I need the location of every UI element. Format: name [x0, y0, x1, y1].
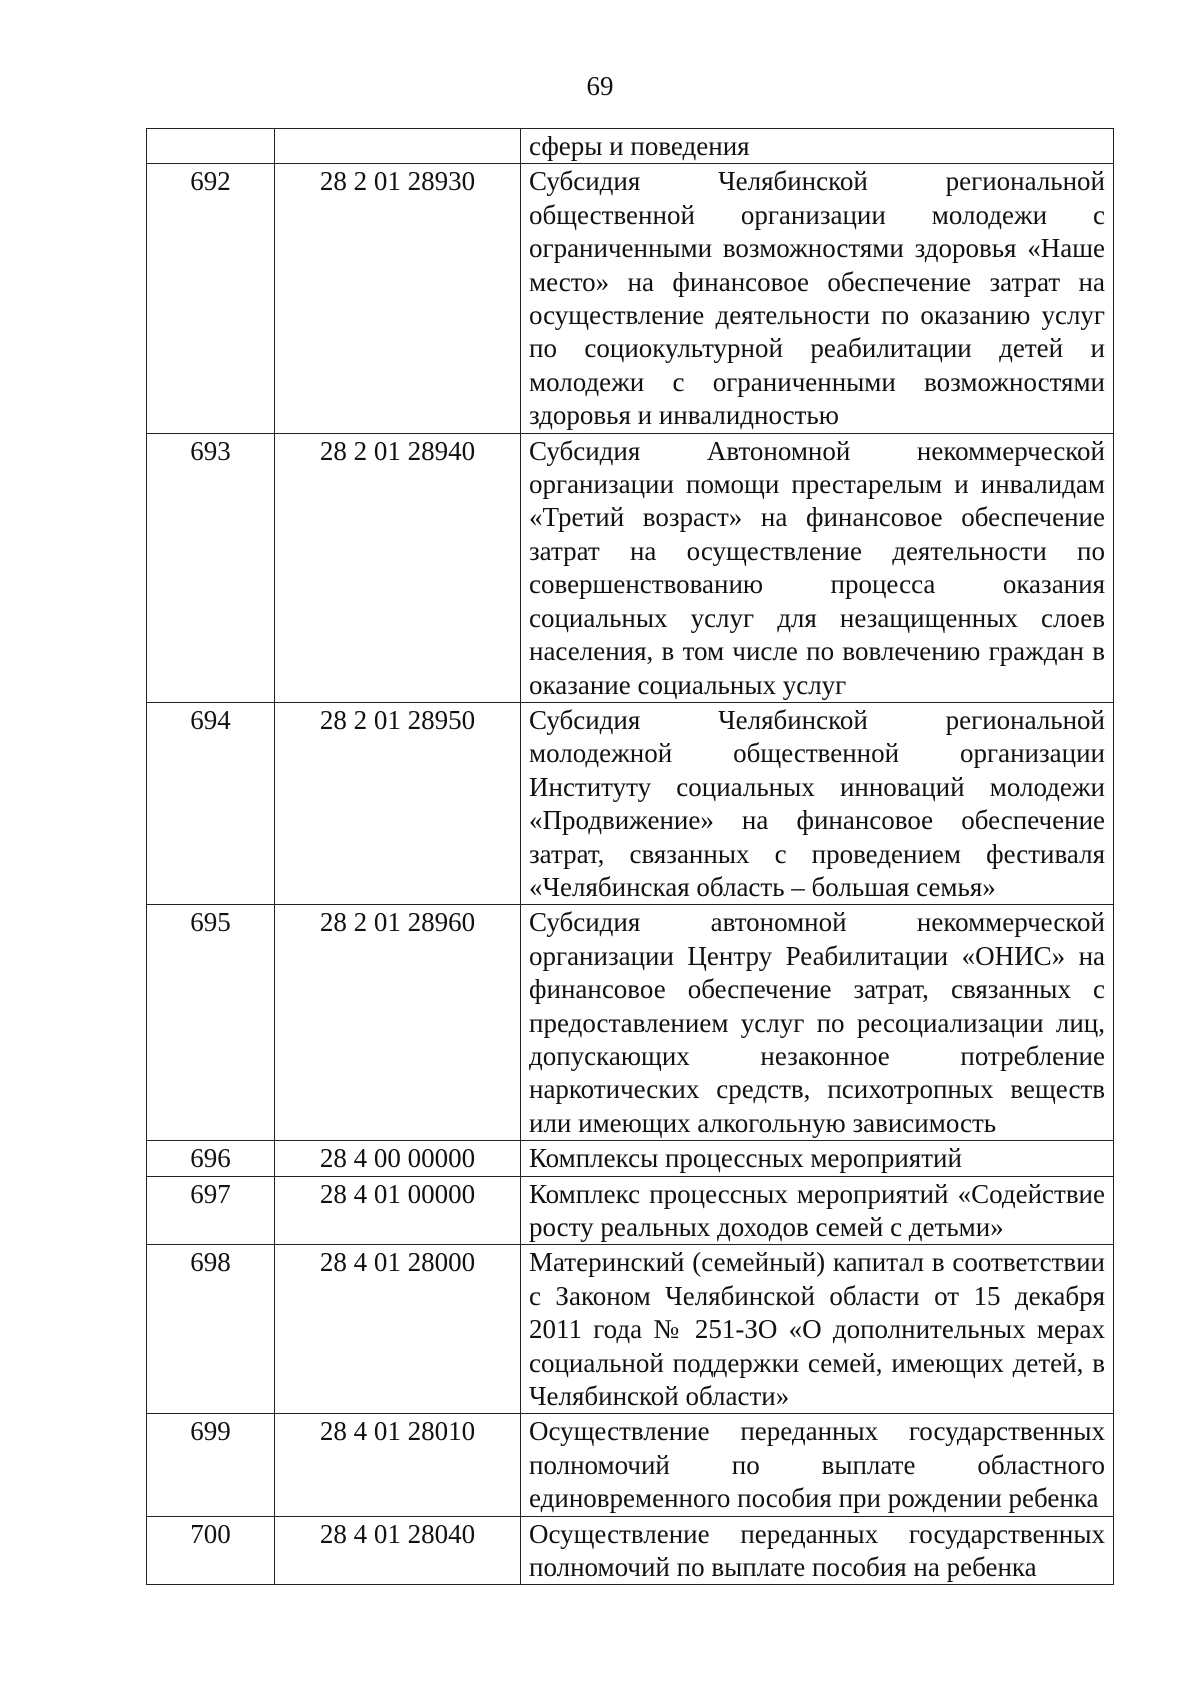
row-number-cell: 700: [147, 1516, 275, 1585]
description-cell: сферы и поведения: [521, 129, 1114, 164]
row-number-cell: 698: [147, 1245, 275, 1414]
row-number-cell: [147, 129, 275, 164]
description-cell: Осуществление переданных государственных полномочий по выплате пособия на ребенка: [521, 1516, 1114, 1585]
target-code-cell: 28 2 01 28950: [275, 702, 521, 904]
row-number-cell: 696: [147, 1141, 275, 1176]
description-cell: Материнский (семейный) капитал в соответствии с Законом Челябинской области от 15 декабря 2011 года № 251-ЗО «О дополнительных мерах социальной поддержки семей, имеющих детей, в Челябинской области»: [521, 1245, 1114, 1414]
row-number-cell: 697: [147, 1176, 275, 1245]
table-row: [147, 1414, 1114, 1516]
description-cell: Субсидия Челябинской региональной общественной организации молодежи с ограниченными возможностями здоровья «Наше место» на финансовое обеспечение затрат на осуществление деятельности по оказанию услуг по социокультурной реабилитации детей и молодежи с ограниченными возможностями здоровья и инвалидностью: [521, 164, 1114, 433]
target-code-cell: 28 4 01 00000: [275, 1176, 521, 1245]
budget-classification-table: [146, 128, 1114, 1585]
table-row: [147, 905, 1114, 1141]
table-row: [147, 433, 1114, 702]
description-cell: Субсидия Автономной некоммерческой организации помощи престарелым и инвалидам «Третий возраст» на финансовое обеспечение затрат на осуществление деятельности по совершенствованию процесса оказания социальных услуг для незащищенных слоев населения, в том числе по вовлечению граждан в оказание социальных услуг: [521, 433, 1114, 702]
target-code-cell: 28 4 01 28000: [275, 1245, 521, 1414]
row-number-cell: 699: [147, 1414, 275, 1516]
table-row: [147, 1141, 1114, 1176]
row-number-cell: 693: [147, 433, 275, 702]
table-row: [147, 1176, 1114, 1245]
target-code-cell: 28 4 01 28040: [275, 1516, 521, 1585]
row-number-cell: 695: [147, 905, 275, 1141]
table-row: [147, 702, 1114, 904]
description-cell: Осуществление переданных государственных полномочий по выплате областного единовременного пособия при рождении ребенка: [521, 1414, 1114, 1516]
table-row: [147, 164, 1114, 433]
row-number-cell: 692: [147, 164, 275, 433]
description-cell: Комплекс процессных мероприятий «Содействие росту реальных доходов семей с детьми»: [521, 1176, 1114, 1245]
target-code-cell: 28 2 01 28940: [275, 433, 521, 702]
target-code-cell: 28 4 01 28010: [275, 1414, 521, 1516]
target-code-cell: 28 4 00 00000: [275, 1141, 521, 1176]
table-row: [147, 1245, 1114, 1414]
row-number-cell: 694: [147, 702, 275, 904]
description-cell: Комплексы процессных мероприятий: [521, 1141, 1114, 1176]
target-code-cell: [275, 129, 521, 164]
description-cell: Субсидия автономной некоммерческой организации Центру Реабилитации «ОНИС» на финансовое обеспечение затрат, связанных с предоставлением услуг по ресоциализации лиц, допускающих незаконное потребление наркотических средств, психотропных веществ или имеющих алкогольную зависимость: [521, 905, 1114, 1141]
page-number: 69: [586, 71, 614, 101]
description-cell: Субсидия Челябинской региональной молодежной общественной организации Институту социальных инноваций молодежи «Продвижение» на финансовое обеспечение затрат, связанных с проведением фестиваля «Челябинская область – большая семья»: [521, 702, 1114, 904]
target-code-cell: 28 2 01 28960: [275, 905, 521, 1141]
table-row: [147, 129, 1114, 164]
table-row: [147, 1516, 1114, 1585]
target-code-cell: 28 2 01 28930: [275, 164, 521, 433]
